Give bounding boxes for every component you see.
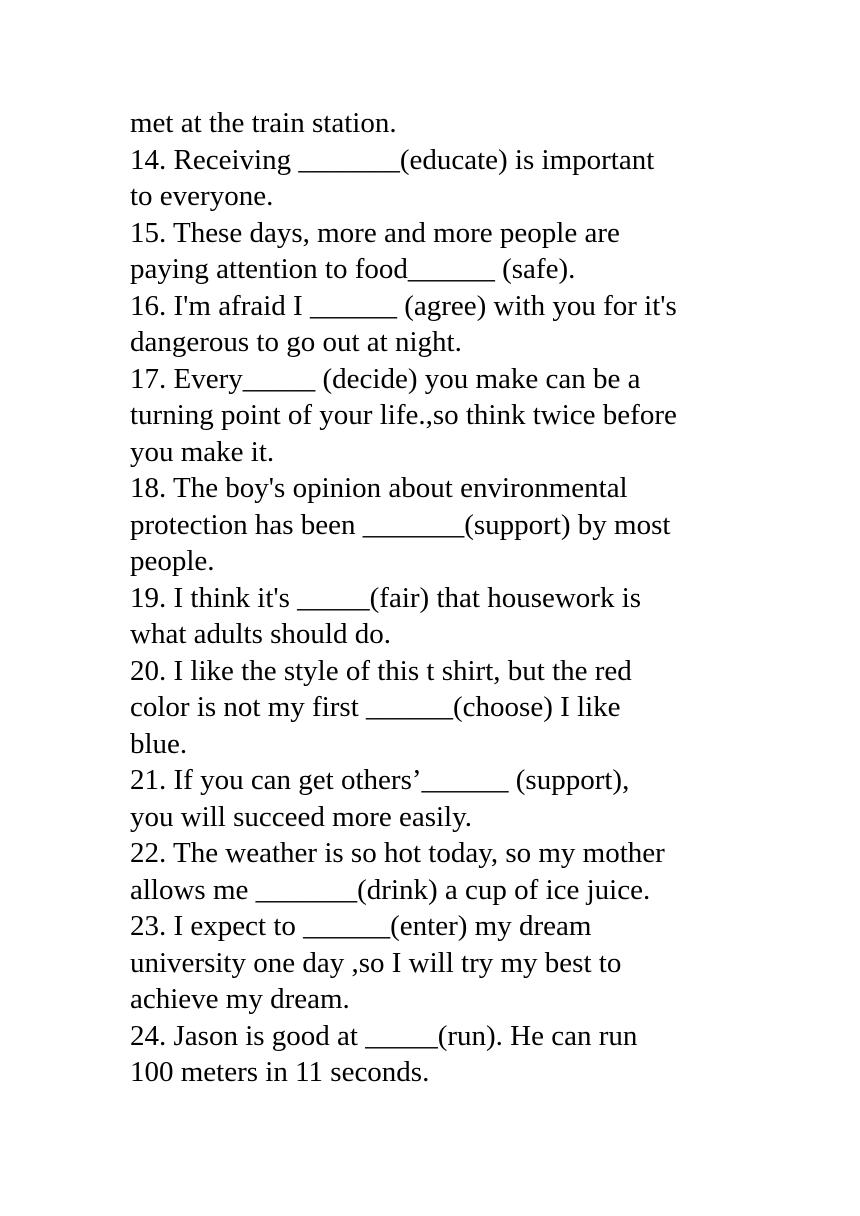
question-24-line-2: 100 meters in 11 seconds. — [130, 1056, 430, 1088]
question-14-line-1: 14. Receiving _______(educate) is important — [130, 143, 655, 176]
exercise-text — [130, 105, 740, 1091]
question-21-line-2: you will succeed more easily. — [130, 800, 472, 833]
question-16-line-1: 16. I'm afraid I ______ (agree) with you for it's — [130, 289, 677, 322]
question-20-line-1: 20. I like the style of this t shirt, but the red — [130, 654, 632, 687]
question-23-line-1: 23. I expect to ______(enter) my dream — [130, 910, 592, 942]
question-19-line-2: what adults should do. — [130, 618, 391, 650]
question-17-line-1: 17. Every_____ (decide) you make can be a — [130, 362, 641, 395]
question-17-line-3: you make it. — [130, 435, 275, 468]
question-20-line-3: blue. — [130, 727, 188, 760]
question-14-line-2: to everyone. — [130, 180, 274, 212]
question-22-line-1: 22. The weather is so hot today, so my mother — [130, 837, 665, 869]
question-15-line-2: paying attention to food______ (safe). — [130, 253, 576, 285]
text-line: met at the train station. — [130, 107, 397, 139]
question-22-line-2: allows me _______(drink) a cup of ice juice. — [130, 873, 651, 906]
question-18-line-2: protection has been _______(support) by most — [130, 508, 671, 541]
question-24-line-1: 24. Jason is good at _____(run). He can run — [130, 1019, 638, 1052]
question-21-line-1: 21. If you can get others’______ (support), — [130, 764, 630, 796]
question-17-line-2: turning point of your life.,so think twice before — [130, 399, 677, 431]
question-19-line-1: 19. I think it's _____(fair) that housework is — [130, 581, 642, 614]
question-23-line-3: achieve my dream. — [130, 983, 350, 1015]
question-23-line-2: university one day ,so I will try my best to — [130, 946, 622, 979]
question-20-line-2: color is not my first ______(choose) I like — [130, 691, 621, 723]
question-18-line-3: people. — [130, 545, 215, 577]
question-16-line-2: dangerous to go out at night. — [130, 326, 462, 358]
question-15-line-1: 15. These days, more and more people are — [130, 216, 620, 249]
question-18-line-1: 18. The boy's opinion about environmental — [130, 472, 628, 504]
